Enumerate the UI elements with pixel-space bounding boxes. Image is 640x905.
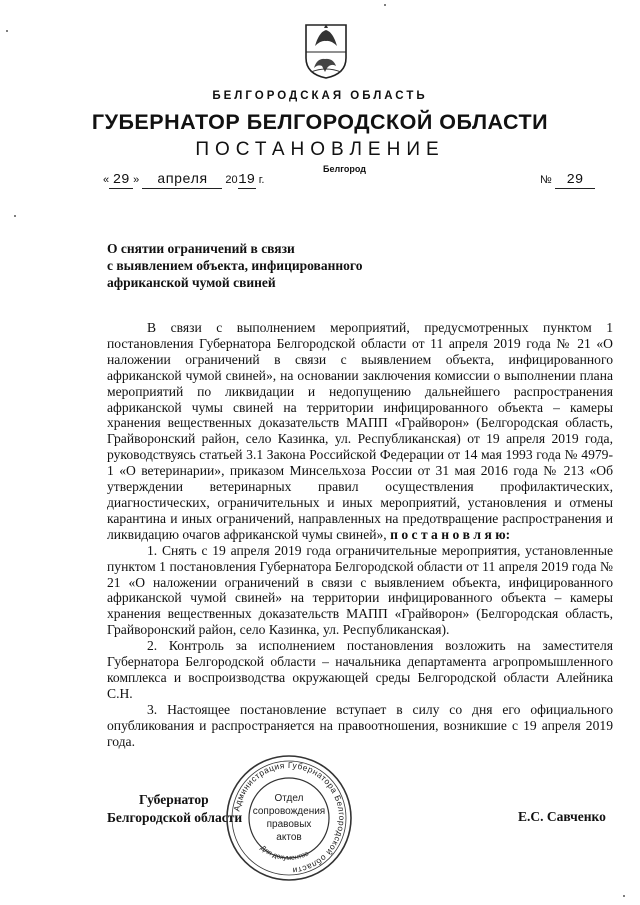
stamp-center-line: сопровождения (252, 806, 326, 817)
number-field (540, 173, 595, 189)
coat-of-arms-emblem (303, 22, 349, 80)
stamp-ring-bottom: Для документов (258, 844, 310, 862)
position-line: Белгородской области (107, 810, 243, 825)
stamp-center-line: правовых (266, 819, 312, 830)
date-field (103, 173, 264, 189)
title-line: О снятии ограничений в связи (107, 241, 295, 256)
city-label: Белгород (323, 164, 366, 174)
signatory-position (107, 791, 242, 827)
preamble-paragraph (107, 320, 613, 543)
svg-text:Для документов (259, 845, 310, 862)
signatory-name: Е.С. Савченко (518, 809, 606, 824)
scan-speck (623, 895, 625, 897)
date-month: апреля (142, 173, 222, 189)
date-close-quote: » (133, 174, 140, 186)
date-year-mark: г. (258, 174, 265, 186)
date-year-suffix: 19 (238, 172, 256, 188)
preamble-text: В связи с выполнением мероприятий, предусмотренных пунктом 1 постановления Губернатора Белгородской области от 11 апреля 2019 года № 21 «О наложении ограничений в связи с выявлением объекта, инфицированного африканской чумой свиней», на основании заключения комиссии о выполнении плана мероприятий по ликвидации и недопущению дальнейшего распространения африканской чумы свиней на территории инфицированного объекта – камеры хранения вещественных доказательств МАПП «Грайворон» (Белгородская область, Грайворонский район, село Казинка, ул. Республиканская) от 19 апреля 2019 года, руководствуясь статьей 3.1 Закона Российской Федерации от 14 мая 1993 года № 4979-1 «О ветеринарии», приказом Минсельхоза России от 31 мая 2016 года № 213 «Об утверждении ветеринарных правил осуществления профилактических, диагностических, ограничительных и иных мероприятий, установления и отмены карантина и иных ограничений, направленных на предотвращение распространения и ликвидацию очагов африканской чумы свиней», (107, 320, 613, 542)
issuer-title: ГУБЕРНАТОР БЕЛГОРОДСКОЙ ОБЛАСТИ (91, 110, 549, 134)
document-title (107, 240, 362, 291)
scan-speck (14, 215, 16, 217)
position-line: Губернатор (139, 792, 209, 807)
scan-speck (6, 30, 8, 32)
scan-speck (384, 4, 386, 6)
title-line: африканской чумой свиней (107, 275, 276, 290)
stamp-center-line: актов (276, 832, 302, 843)
document-body (107, 320, 613, 749)
date-open-quote: « (103, 174, 110, 186)
clause-1: 1. Снять с 19 апреля 2019 года ограничительные мероприятия, установленные пунктом 1 постановления Губернатора Белгородской области от 11 апреля 2019 года № 21 «О наложении ограничений в связи с выявлением объекта, инфицированного африканской чумой свиней» на территории инфицированного объекта – камеры хранения вещественных доказательств МАПП «Грайворон» (Белгородская область, Грайворонский район, село Казинка, ул. Республиканская). (107, 542, 613, 638)
resolution-word: п о с т а н о в л я ю: (390, 526, 511, 542)
date-day: 29 (109, 173, 133, 189)
date-year-prefix: 20 (225, 174, 238, 186)
clause-3: 3. Настоящее постановление вступает в силу со дня его официального опубликования и распространяется на правоотношения, возникшие с 19 апреля 2019 года. (107, 701, 613, 749)
title-line: с выявлением объекта, инфицированного (107, 258, 363, 273)
clause-2: 2. Контроль за исполнением постановления возложить на заместителя Губернатора Белгородской области – начальника департамента агропромышленного комплекса и воспроизводства окружающей среды Белгородской области Алейника С.Н. (107, 638, 613, 701)
stamp-ring-text: Администрация Губернатора Белгородской области (231, 759, 348, 876)
stamp-center-line: Отдел (274, 793, 304, 804)
number-label: № (540, 174, 552, 186)
region-name: БЕЛГОРОДСКАЯ ОБЛАСТЬ (212, 90, 428, 102)
document-number: 29 (555, 173, 595, 189)
document-type: ПОСТАНОВЛЕНИЕ (195, 139, 445, 160)
official-stamp (224, 753, 354, 883)
